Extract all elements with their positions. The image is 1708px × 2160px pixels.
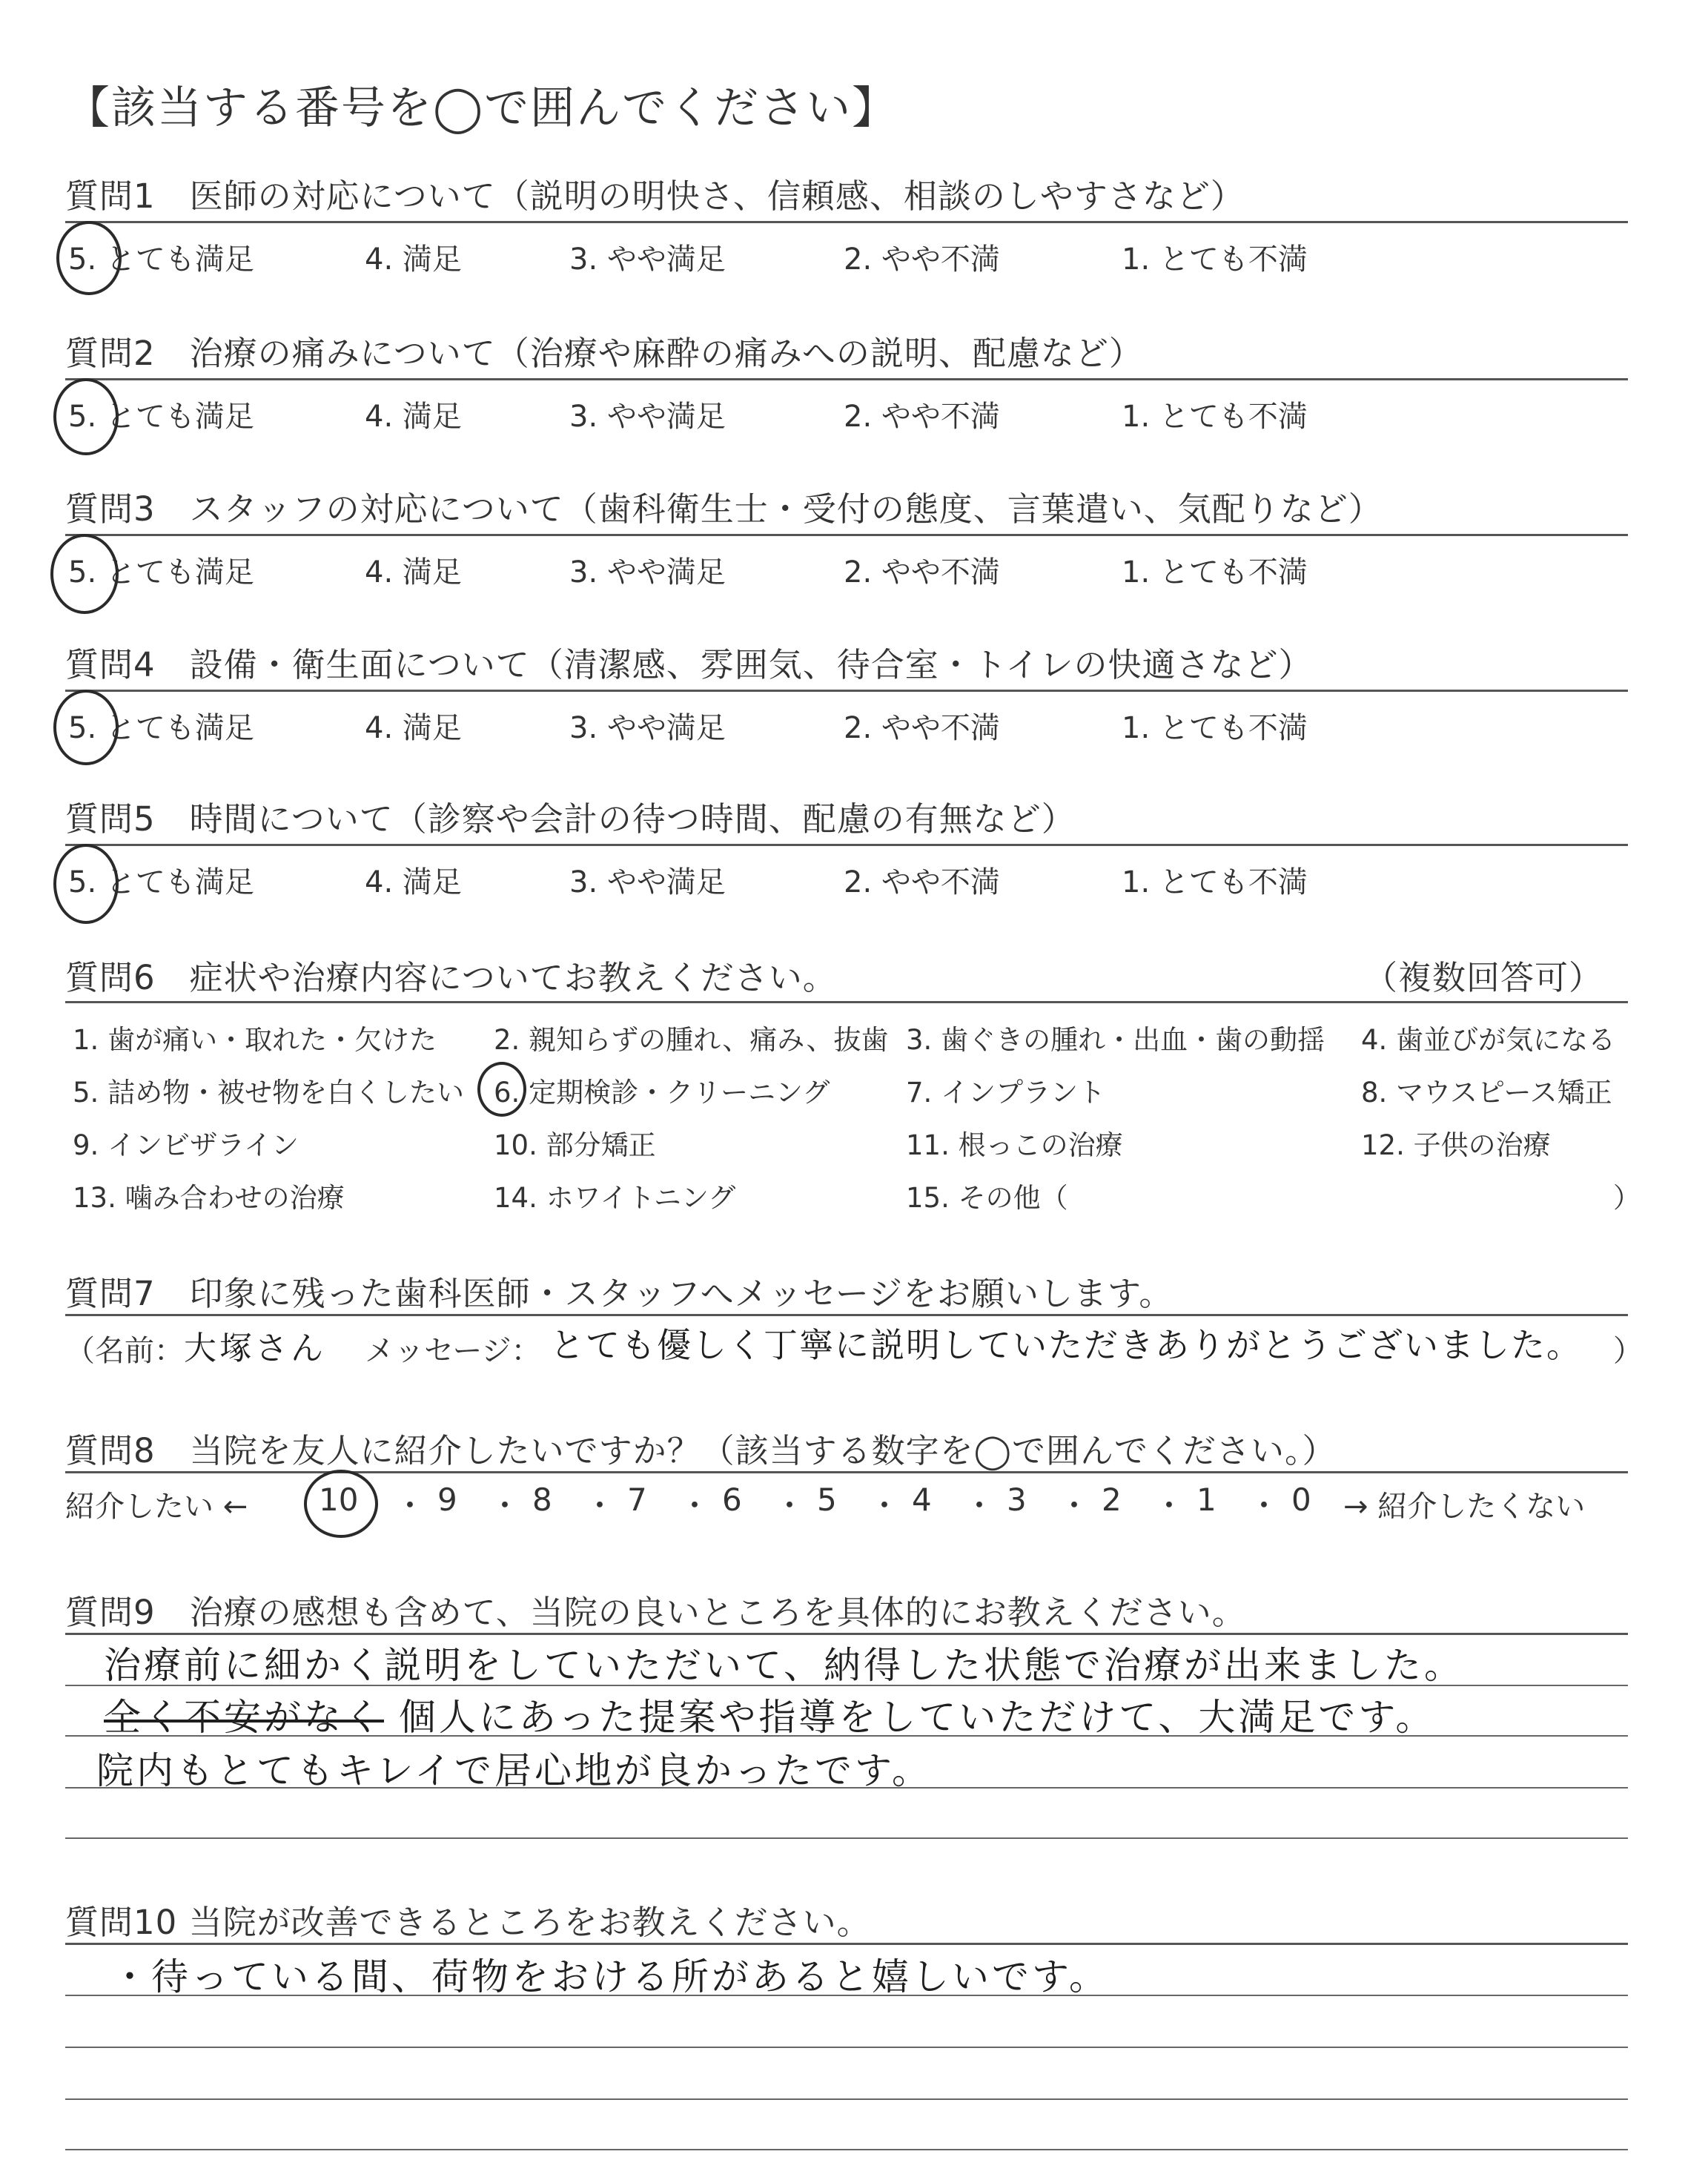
- q6-item-1[interactable]: 1. 歯が痛い・取れた・欠けた: [73, 1024, 437, 1056]
- q4-option-2[interactable]: 2. やや不満: [844, 711, 1000, 745]
- q6-item-2[interactable]: 2. 親知らずの腫れ、痛み、抜歯: [494, 1024, 889, 1056]
- q6-item-14[interactable]: 14. ホワイトニング: [494, 1182, 736, 1214]
- q8-score-8[interactable]: 8: [532, 1482, 552, 1518]
- q8-right-label: → 紹介したくない: [1343, 1490, 1586, 1524]
- q8-score-2[interactable]: 2: [1102, 1482, 1122, 1518]
- q8-score-3[interactable]: 3: [1007, 1482, 1027, 1518]
- q6-item-15-close: ）: [1613, 1182, 1641, 1214]
- q8-score-6[interactable]: 6: [722, 1482, 742, 1518]
- q8-separator: ・: [1153, 1487, 1185, 1524]
- divider: [65, 1471, 1628, 1473]
- question-6-note: （複数回答可）: [1364, 958, 1603, 997]
- q5-selected-circle: [53, 844, 119, 924]
- q4-option-3[interactable]: 3. やや満足: [569, 711, 726, 745]
- question-9-title: 質問9 治療の感想も含めて、当院の良いところを具体的にお教えください。: [65, 1593, 1246, 1632]
- q8-left-label: 紹介したい ←: [65, 1490, 248, 1524]
- q8-score-4[interactable]: 4: [912, 1482, 932, 1518]
- q3-option-2[interactable]: 2. やや不満: [844, 555, 1000, 589]
- q2-option-3[interactable]: 3. やや満足: [569, 400, 726, 434]
- question-8-title: 質問8 当院を友人に紹介したいですか？（該当する数字を◯で囲んでください。）: [65, 1431, 1337, 1470]
- q5-option-5[interactable]: 5. とても満足: [68, 865, 254, 899]
- question-5-title: 質問5 時間について（診察や会計の待つ時間、配慮の有無など）: [65, 799, 1076, 839]
- q1-selected-circle: [56, 221, 122, 295]
- q8-separator: ・: [489, 1487, 521, 1524]
- question-7-title: 質問7 印象に残った歯科医師・スタッフへメッセージをお願いします。: [65, 1274, 1174, 1313]
- q9-answer-line-2[interactable]: [104, 1688, 1435, 1741]
- q8-score-9[interactable]: 9: [437, 1482, 457, 1518]
- q4-option-5[interactable]: 5. とても満足: [68, 711, 254, 745]
- q8-separator: ・: [1248, 1487, 1280, 1524]
- q2-selected-circle: [53, 378, 119, 455]
- q5-option-2[interactable]: 2. やや不満: [844, 865, 1000, 899]
- question-1-title: 質問1 医師の対応について（説明の明快さ、信頼感、相談のしやすさなど）: [65, 176, 1245, 216]
- q7-message-value[interactable]: とても優しく丁寧に説明していただきありがとうございました。: [550, 1325, 1582, 1365]
- answer-line: [65, 2047, 1628, 2048]
- q3-option-3[interactable]: 3. やや満足: [569, 555, 726, 589]
- q3-option-4[interactable]: 4. 満足: [365, 555, 462, 589]
- q5-option-4[interactable]: 4. 満足: [365, 865, 462, 899]
- q8-score-5[interactable]: 5: [817, 1482, 837, 1518]
- q8-score-0[interactable]: 0: [1291, 1482, 1311, 1518]
- q6-item-8[interactable]: 8. マウスピース矯正: [1361, 1077, 1612, 1109]
- q6-selected-circle: [477, 1062, 526, 1117]
- q6-item-3[interactable]: 3. 歯ぐきの腫れ・出血・歯の動揺: [906, 1024, 1325, 1056]
- q7-name-value[interactable]: 大塚さん: [184, 1330, 326, 1367]
- divider: [65, 534, 1628, 536]
- q8-separator: ・: [584, 1487, 616, 1524]
- q2-option-1[interactable]: 1. とても不満: [1122, 400, 1308, 434]
- q8-separator: ・: [774, 1487, 806, 1524]
- answer-line: [65, 1837, 1628, 1839]
- q1-option-2[interactable]: 2. やや不満: [844, 242, 1000, 277]
- q1-option-1[interactable]: 1. とても不満: [1122, 242, 1308, 277]
- q4-option-4[interactable]: 4. 満足: [365, 711, 462, 745]
- q9-answer-line-3[interactable]: 院内もとてもキレイで居心地が良かったです。: [96, 1749, 932, 1792]
- q6-item-15[interactable]: 15. その他（: [906, 1182, 1068, 1214]
- q3-option-5[interactable]: 5. とても満足: [68, 555, 254, 589]
- question-10-title: 質問10 当院が改善できるところをお教えください。: [65, 1903, 871, 1942]
- q7-name-label: （名前：: [65, 1334, 184, 1368]
- question-6-title: 質問6 症状や治療内容についてお教えください。: [65, 958, 837, 997]
- q1-option-3[interactable]: 3. やや満足: [569, 242, 726, 277]
- q9-answer-line-2-text: 個人にあった提案や指導をしていただけて、大満足です。: [398, 1696, 1436, 1739]
- q1-option-4[interactable]: 4. 満足: [365, 242, 462, 277]
- divider: [65, 1633, 1628, 1635]
- q8-score-7[interactable]: 7: [627, 1482, 647, 1518]
- q8-separator: ・: [1059, 1487, 1090, 1524]
- q6-item-5[interactable]: 5. 詰め物・被せ物を白くしたい: [73, 1077, 465, 1109]
- q8-separator: ・: [394, 1487, 426, 1524]
- q10-answer-line-1[interactable]: ・待っている間、荷物をおける所があると嬉しいです。: [111, 1955, 1109, 1998]
- q6-item-12[interactable]: 12. 子供の治療: [1361, 1129, 1551, 1161]
- divider: [65, 221, 1628, 223]
- q7-close-paren: ）: [1613, 1334, 1643, 1368]
- q9-answer-line-1[interactable]: 治療前に細かく説明をしていただいて、納得した状態で治療が出来ました。: [104, 1644, 1464, 1687]
- q8-separator: ・: [869, 1487, 901, 1524]
- q8-score-1[interactable]: 1: [1196, 1482, 1217, 1518]
- q3-selected-circle: [50, 534, 119, 614]
- q7-message-label: メッセージ：: [365, 1334, 541, 1368]
- divider: [65, 1943, 1628, 1945]
- q5-option-1[interactable]: 1. とても不満: [1122, 865, 1308, 899]
- q1-option-5[interactable]: 5. とても満足: [68, 242, 254, 277]
- q2-option-2[interactable]: 2. やや不満: [844, 400, 1000, 434]
- q6-item-13[interactable]: 13. 噛み合わせの治療: [73, 1182, 345, 1214]
- q2-option-4[interactable]: 4. 満足: [365, 400, 462, 434]
- question-4-title: 質問4 設備・衛生面について（清潔感、雰囲気、待合室・トイレの快適さなど）: [65, 645, 1313, 684]
- divider: [65, 690, 1628, 692]
- divider: [65, 1314, 1628, 1316]
- q4-option-1[interactable]: 1. とても不満: [1122, 711, 1308, 745]
- question-3-title: 質問3 スタッフの対応について（歯科衛生士・受付の態度、言葉遣い、気配りなど）: [65, 489, 1383, 529]
- q2-option-5[interactable]: 5. とても満足: [68, 400, 254, 434]
- divider: [65, 1001, 1628, 1003]
- answer-line: [65, 2098, 1628, 2100]
- q6-item-10[interactable]: 10. 部分矯正: [494, 1129, 656, 1161]
- divider: [65, 844, 1628, 846]
- question-2-title: 質問2 治療の痛みについて（治療や麻酔の痛みへの説明、配慮など）: [65, 334, 1143, 373]
- form-header: 【該当する番号を◯で囲んでください】: [65, 82, 898, 134]
- q6-item-11[interactable]: 11. 根っこの治療: [906, 1129, 1123, 1161]
- answer-line: [65, 2149, 1628, 2150]
- q6-item-6[interactable]: 6. 定期検診・クリーニング: [494, 1077, 830, 1109]
- q4-selected-circle: [53, 690, 119, 765]
- q3-option-1[interactable]: 1. とても不満: [1122, 555, 1308, 589]
- q8-separator: ・: [679, 1487, 711, 1524]
- q6-item-4[interactable]: 4. 歯並びが気になる: [1361, 1024, 1616, 1056]
- q9-struck-text: 全く不安がなく: [104, 1696, 384, 1739]
- divider: [65, 378, 1628, 380]
- q5-option-3[interactable]: 3. やや満足: [569, 865, 726, 899]
- q6-item-9[interactable]: 9. インビザライン: [73, 1129, 299, 1161]
- q8-score-10[interactable]: 10: [319, 1482, 359, 1518]
- q8-separator: ・: [964, 1487, 996, 1524]
- q8-selected-circle: [304, 1470, 378, 1538]
- q6-item-7[interactable]: 7. インプラント: [906, 1077, 1106, 1109]
